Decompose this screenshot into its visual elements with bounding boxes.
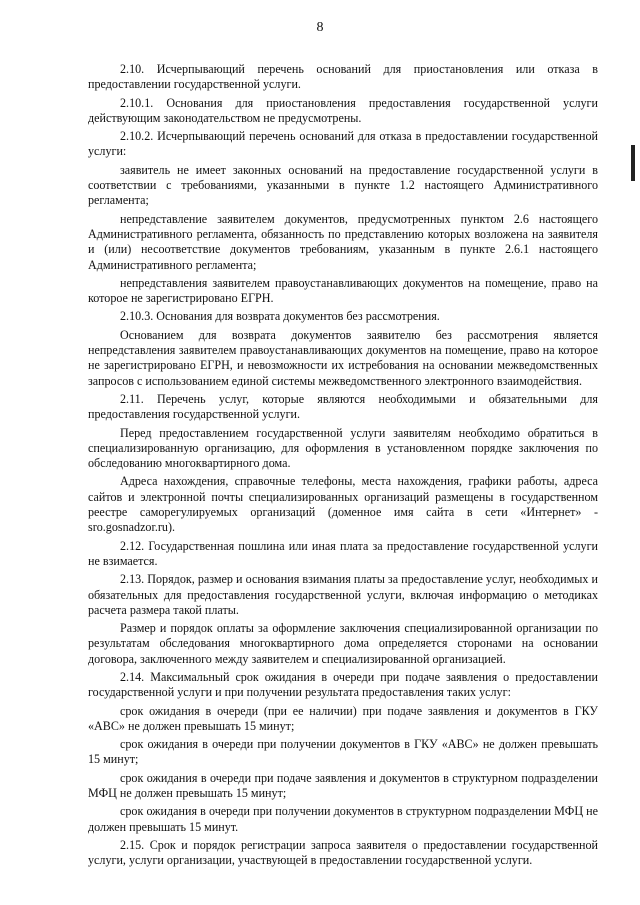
- paragraph: 2.13. Порядок, размер и основания взимания платы за предоставление услуг, необходимых и обязательных для предоставления государственной услуги, включая информацию о методиках расчета размера такой платы.: [88, 572, 598, 617]
- paragraph: 2.10.3. Основания для возврата документов без рассмотрения.: [120, 309, 440, 324]
- paragraph: непредставления заявителем правоустанавливающих документов на помещение, право на которое не зарегистрировано ЕГРН.: [88, 275, 598, 306]
- paragraph: 2.14. Максимальный срок ожидания в очереди при подаче заявления о предоставлении государственной услуги и при получении результата предоставления таких услуг:: [88, 669, 598, 700]
- paragraph: Перед предоставлением государственной услуги заявителям необходимо обратиться в специализированную организацию, для оформления в установленном порядке заключения по обследованию многоквартирного дома.: [88, 425, 598, 471]
- paragraph: срок ожидания в очереди (при ее наличии) при подаче заявления и документов в ГКУ «АВС» не должен превышать 15 минут;: [88, 703, 598, 733]
- paragraph: непредставление заявителем документов, предусмотренных пунктом 2.6 настоящего Административного регламента, обязанность по представлению которых возложена на заявителя и (или) несоответствие документов требованиям, указанным в пункте 2.6.1 настоящего Административного регламента;: [88, 211, 598, 272]
- paragraph: срок ожидания в очереди при получении документов в ГКУ «АВС» не должен превышать 15 минут;: [88, 737, 598, 767]
- paragraph: Адреса нахождения, справочные телефоны, места нахождения, графики работы, адреса сайтов и электронной почты специализированных организаций размещены в государственном реестре саморегулируемых организаций (доменное имя сайта в сети «Интернет» - sro.gosnadzor.ru).: [88, 474, 598, 535]
- scan-edge-mark: [631, 145, 635, 181]
- paragraph: срок ожидания в очереди при подаче заявления и документов в структурном подразделении МФЦ не должен превышать 15 минут;: [88, 770, 598, 801]
- paragraph: Основанием для возврата документов заявителю без рассмотрения является непредставления заявителем правоустанавливающих документов на помещение, право на которое не зарегистрировано ЕГРН, и невозможности их истребования на основании межведомственных запросов с использованием единой системы межведомственного электронного взаимодействия.: [88, 327, 598, 388]
- paragraph: Размер и порядок оплаты за оформление заключения специализированной организации по результатам обследования многоквартирного дома определяется сторонами на основании договора, заключенного между заявителем и специализированной организацией.: [88, 621, 598, 666]
- paragraph: срок ожидания в очереди при получении документов в структурном подразделении МФЦ не должен превышать 15 минут.: [88, 804, 598, 834]
- paragraph: 2.11. Перечень услуг, которые являются необходимыми и обязательными для предоставления государственной услуги.: [88, 391, 598, 422]
- document-body: [88, 62, 598, 872]
- paragraph: 2.10.2. Исчерпывающий перечень оснований для отказа в предоставлении государственной услуги:: [88, 129, 598, 159]
- paragraph: 2.12. Государственная пошлина или иная плата за предоставление государственной услуги не взимается.: [88, 538, 598, 568]
- paragraph: 2.10. Исчерпывающий перечень оснований для приостановления или отказа в предоставлении государственной услуги.: [88, 62, 598, 92]
- paragraph: заявитель не имеет законных оснований на предоставление государственной услуги в соответствии с требованиями, указанными в пункте 1.2 настоящего Административного регламента;: [88, 162, 598, 208]
- paragraph: 2.15. Срок и порядок регистрации запроса заявителя о предоставлении государственной услуги, услуги организации, участвующей в предоставлении государственной услуги.: [88, 837, 598, 868]
- paragraph: 2.10.1. Основания для приостановления предоставления государственной услуги действующим законодательством не предусмотрены.: [88, 95, 598, 125]
- page-number: 8: [316, 20, 324, 35]
